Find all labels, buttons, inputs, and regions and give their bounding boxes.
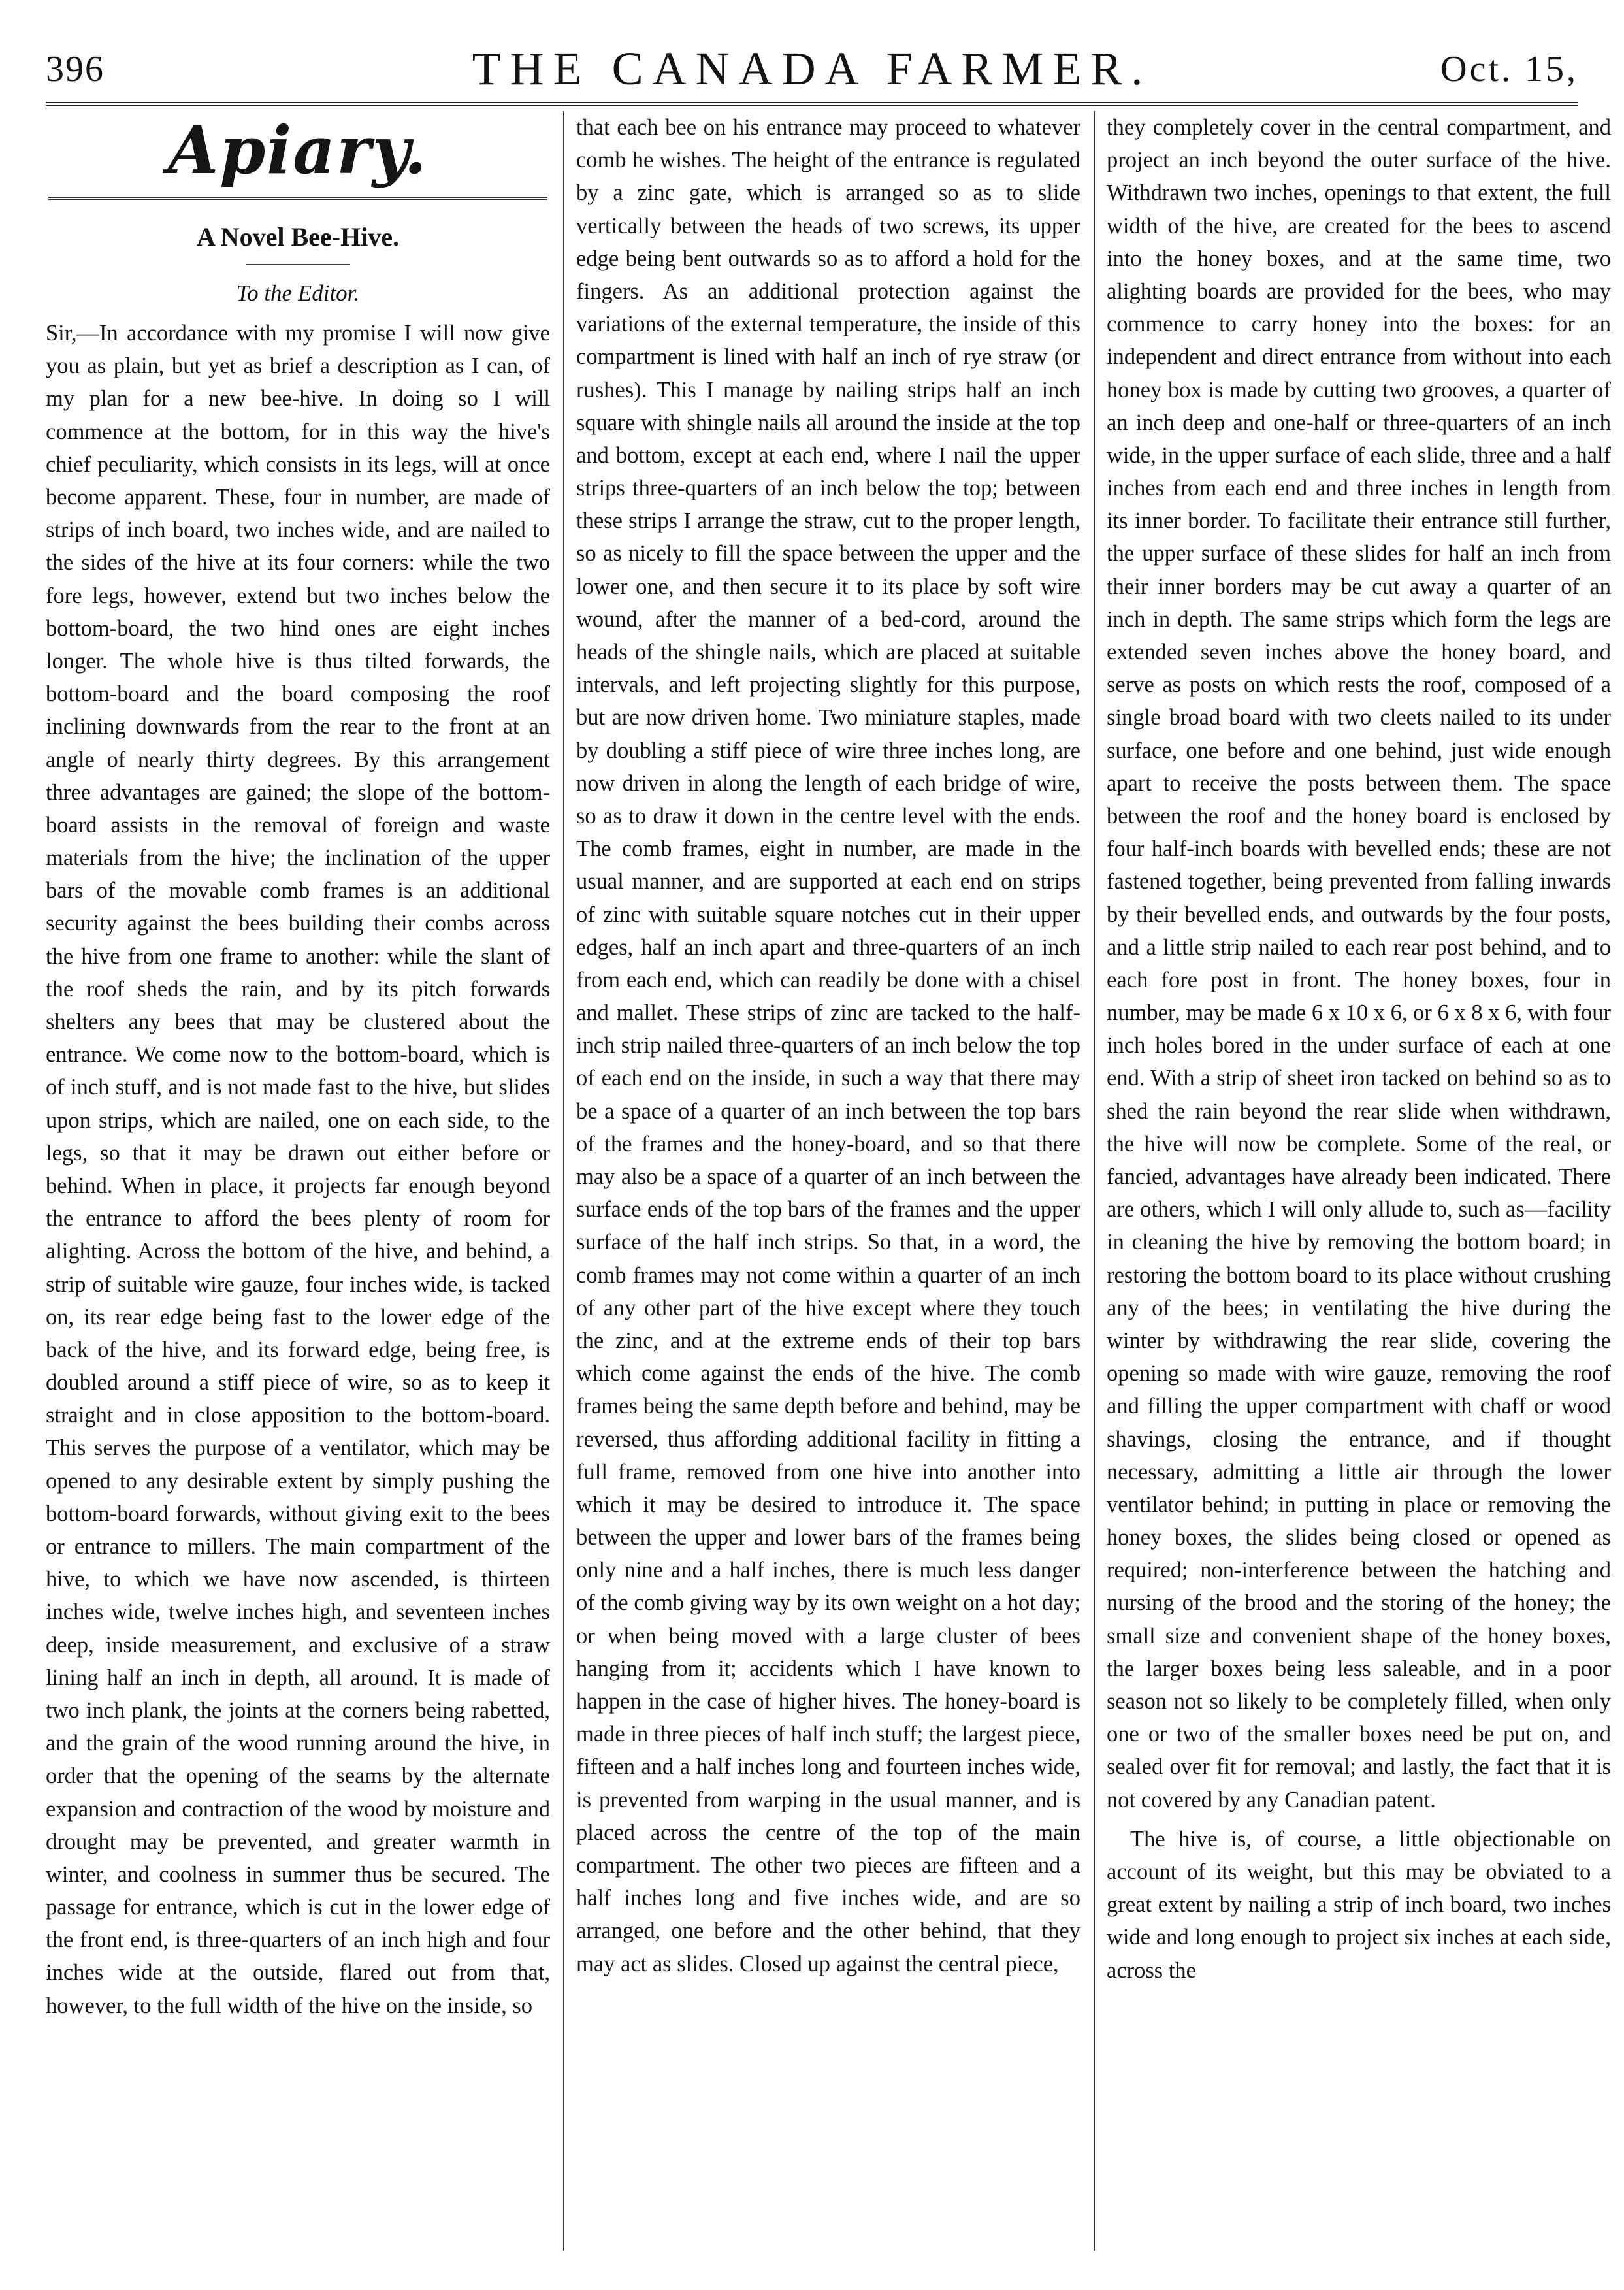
running-title: THE CANADA FARMER. — [472, 42, 1152, 95]
department-rule — [48, 197, 547, 200]
column-divider — [1094, 111, 1095, 2251]
column-3 — [1107, 111, 1611, 2264]
text-columns — [46, 111, 1611, 2264]
addressee: To the Editor. — [236, 280, 360, 306]
article-paragraph: Sir,—In accordance with my promise I will now give you as plain, but yet as brief a description as I can, of my plan for a new bee-hive. In doing so I will commence at the bottom, for in this way the hive's chief peculiarity, which consists in its legs, will at once become apparent. These, four in number, are made of strips of inch board, two inches wide, and are nailed to the sides of the hive at its four corners: while the two fore legs, however, extend but two inches below the bottom-board, the two hind ones are eight inches longer. The whole hive is thus tilted forwards, the bottom-board and the board composing the roof inclining downwards from the rear to the front at an angle of nearly thirty degrees. By this arrangement three advantages are gained; the slope of the bottom-board assists in the removal of foreign and waste materials from the hive; the inclination of the upper bars of the movable comb frames is an additional security against the bees building their combs across the hive from one frame to another: while the slant of the roof sheds the rain, and by its pitch forwards shelters any bees that may be clustered about the entrance. We come now to the bottom-board, which is of inch stuff, and is not made fast to the hive, but slides upon strips, which are nailed, one on each side, to the legs, so that it may be drawn out either before or behind. When in place, it projects far enough beyond the entrance to afford the bees plenty of room for alighting. Across the bottom of the hive, and behind, a strip of suitable wire gauze, four inches wide, is tacked on, its rear edge being fast to the lower edge of the back of the hive, and its forward edge, being free, is doubled around a stiff piece of wire, so as to keep it straight and in close apposition to the bottom-board. This serves the purpose of a ventilator, which may be opened to any desirable extent by simply pushing the bottom-board forwards, without giving exit to the bees or entrance to millers. The main compartment of the hive, to which we have now ascended, is thirteen inches wide, twelve inches high, and seventeen inches deep, inside measurement, and exclusive of a straw lining half an inch in depth, all around. It is made of two inch plank, the joints at the corners being rabetted, and the grain of the wood running around the hive, in order that the opening of the seams by the alternate expansion and contraction of the wood by moisture and drought may be prevented, and greater warmth in winter, and coolness in summer thus be secured. The passage for entrance, which is cut in the lower edge of the front end, is three-quarters of an inch high and four inches wide at the outside, flared out from that, however, to the full width of the hive on the inside, so — [46, 321, 550, 2018]
title-rule — [246, 264, 350, 265]
issue-date: Oct. 15, — [1440, 49, 1578, 90]
masthead — [46, 18, 1578, 97]
department-heading: Apiary. — [167, 112, 429, 189]
column-2 — [576, 111, 1080, 2264]
page-number: 396 — [46, 49, 105, 90]
column-1 — [46, 111, 550, 2264]
masthead-rule — [46, 102, 1578, 106]
article-paragraph: The hive is, of course, a little objectionable on account of its weight, but this may be obviated to a great extent by nailing a strip of inch board, two inches wide and long enough to project six inches at each side, across the — [1107, 1826, 1611, 1983]
column-divider — [563, 111, 564, 2251]
article-paragraph: that each bee on his entrance may proceed to whatever comb he wishes. The height of the entrance is regulated by a zinc gate, which is arranged so as to slide vertically between the heads of two screws, its upper edge being bent outwards so as to afford a hold for the fingers. As an additional protection against the variations of the external temperature, the inside of this compartment is lined with half an inch of rye straw (or rushes). This I manage by nailing strips half an inch square with shingle nails all around the inside at the top and bottom, except at each end, where I nail the upper strips three-quarters of an inch below the top; between these strips I arrange the straw, cut to the proper length, so as nicely to fill the space between the upper and the lower one, and then secure it to its place by soft wire wound, after the manner of a bed-cord, around the heads of the shingle nails, which are placed at suitable intervals, and left projecting slightly for this purpose, but are now driven home. Two miniature staples, made by doubling a stiff piece of wire three inches long, are now driven in along the length of each bridge of wire, so as to draw it down in the centre level with the ends. The comb frames, eight in number, are made in the usual manner, and are supported at each end on strips of zinc with suitable square notches cut in their upper edges, half an inch apart and three-quarters of an inch from each end, which can readily be done with a chisel and mallet. These strips of zinc are tacked to the half-inch strip nailed three-quarters of an inch below the top of each end on the inside, in such a way that there may be a space of a quarter of an inch between the top bars of the frames and the honey-board, and so that there may also be a space of a quarter of an inch between the surface ends of the top bars of the frames and the upper surface of the half inch strips. So that, in a word, the comb frames may not come within a quarter of an inch of any other part of the hive except where they touch the zinc, and at the extreme ends of their top bars which come against the ends of the hive. The comb frames being the same depth before and behind, may be reversed, thus affording additional facility in fitting a full frame, removed from one hive into another into which it may be desired to introduce it. The space between the upper and lower bars of the frames being only nine and a half inches, there is much less danger of the comb giving way by its own weight on a hot day; or when being moved with a large cluster of bees hanging from it; accidents which I have known to happen in the case of higher hives. The honey-board is made in three pieces of half inch stuff; the largest piece, fifteen and a half inches long and fourteen inches wide, is prevented from warping in the usual manner, and is placed across the centre of the top of the main compartment. The other two pieces are fifteen and a half inches long and five inches wide, and are so arranged, one before and the other behind, that they may act as slides. Closed up against the central piece, — [576, 115, 1080, 1976]
article-title: A Novel Bee-Hive. — [197, 222, 399, 252]
article-paragraph: they completely cover in the central compartment, and project an inch beyond the outer surface of the hive. Withdrawn two inches, openings to that extent, the full width of the hive, are created for the bees to ascend into the honey boxes, and at the same time, two alighting boards are provided for the bees, who may commence to carry honey into the boxes: for an independent and direct entrance from without into each honey box is made by cutting two grooves, a quarter of an inch deep and one-half or three-quarters of an inch wide, in the upper surface of each slide, three and a half inches from each end and three inches in length from its inner border. To facilitate their entrance still further, the upper surface of these slides for half an inch from their inner borders may be cut away a quarter of an inch in depth. The same strips which form the legs are extended seven inches above the honey board, and serve as posts on which rests the roof, composed of a single broad board with two cleets nailed to its under surface, one before and one behind, just wide enough apart to receive the posts between them. The space between the roof and the honey board is enclosed by four half-inch boards with bevelled ends; these are not fastened together, being prevented from falling inwards by their bevelled ends, and outwards by the four posts, and a little strip nailed to each rear post behind, and to each fore post in front. The honey boxes, four in number, may be made 6 x 10 x 6, or 6 x 8 x 6, with four inch holes bored in the under surface of each at one end. With a strip of sheet iron tacked on behind so as to shed the rain beyond the rear slide when withdrawn, the hive will now be complete. Some of the real, or fancied, advantages have already been indicated. There are others, which I will only allude to, such as—facility in cleaning the hive by removing the bottom board; in restoring the bottom board to its place without crushing any of the bees; in ventilating the hive during the winter by withdrawing the rear slide, covering the opening so made with wire gauze, removing the roof and filling the upper compartment with chaff or wood shavings, closing the entrance, and if thought necessary, admitting a little air through the lower ventilator behind; in putting in place or removing the honey boxes, the slides being closed or opened as required; non-interference between the hatching and nursing of the brood and the storing of the honey; the small size and convenient shape of the honey boxes, the larger boxes being less saleable, and in a poor season not so likely to be completely filled, when only one or two of the smaller boxes need be put on, and sealed over fit for removal; and lastly, the fact that it is not covered by any Canadian patent. — [1107, 115, 1611, 1812]
